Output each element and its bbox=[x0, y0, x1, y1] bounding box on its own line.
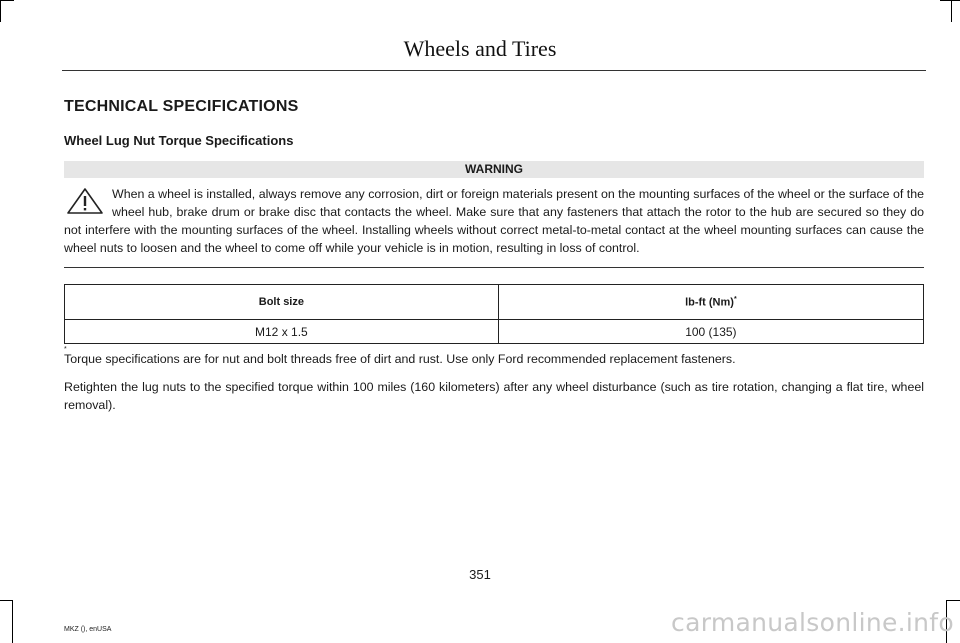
page-number: 351 bbox=[469, 567, 491, 582]
section-subtitle: Wheel Lug Nut Torque Specifications bbox=[64, 133, 294, 148]
footnote-mark: * bbox=[64, 346, 67, 353]
table-cell: M12 x 1.5 bbox=[65, 320, 499, 344]
header-divider bbox=[62, 70, 926, 71]
table-header-cell: lb-ft (Nm)* bbox=[498, 285, 923, 320]
footnote-mark: * bbox=[733, 295, 737, 303]
retighten-paragraph: Retighten the lug nuts to the specified torque within 100 miles (160 kilometers) after any wheel disturbance (such as tire rotation, changing a flat tire, wheel removal). bbox=[64, 380, 924, 412]
crop-mark bbox=[951, 0, 952, 22]
table-cell: 100 (135) bbox=[498, 320, 923, 344]
crop-mark bbox=[946, 600, 960, 601]
crop-mark bbox=[0, 0, 1, 22]
warning-label: WARNING bbox=[64, 161, 924, 178]
page-header-title: Wheels and Tires bbox=[403, 36, 557, 61]
crop-mark bbox=[0, 0, 14, 1]
section-title: TECHNICAL SPECIFICATIONS bbox=[64, 98, 299, 115]
watermark: carmanualsonline.info bbox=[671, 608, 954, 637]
footnote bbox=[64, 346, 924, 366]
page-content bbox=[64, 98, 924, 414]
warning-body bbox=[64, 185, 924, 257]
warning-text: When a wheel is installed, always remove any corrosion, dirt or foreign materials present on the mounting surfaces of the wheel or the surface of the wheel hub, brake drum or brake disc that contacts the wheel. Make sure that any fasteners that attach the rotor to the hub are secured so they do not interfere with the mounting surfaces of the wheel. Installing wheels without correct metal-to-metal contact at the wheel mounting surfaces can cause the wheel nuts to loosen and the wheel to come off while your vehicle is in motion, resulting in loss of control. bbox=[64, 187, 924, 255]
warning-triangle-icon bbox=[64, 187, 106, 215]
crop-mark bbox=[12, 600, 13, 643]
crop-mark bbox=[940, 0, 960, 1]
table-header-cell: Bolt size bbox=[65, 285, 499, 320]
table-row bbox=[65, 320, 924, 344]
footer-code: MKZ (), enUSA bbox=[64, 626, 112, 633]
table-header-row bbox=[65, 285, 924, 320]
warning-divider bbox=[64, 267, 924, 268]
crop-mark bbox=[0, 600, 12, 601]
footnote-text: Torque specifications are for nut and bolt threads free of dirt and rust. Use only Ford recommended replacement fasteners. bbox=[64, 352, 736, 366]
torque-spec-table bbox=[64, 284, 924, 344]
